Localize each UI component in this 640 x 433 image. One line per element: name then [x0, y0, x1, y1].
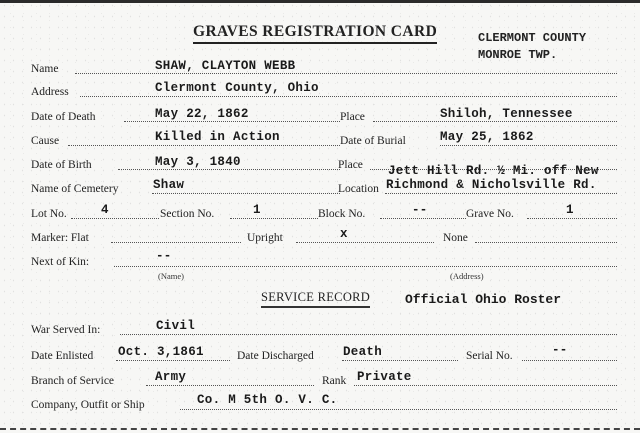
bottom-border: [0, 428, 640, 430]
county-stamp: [478, 30, 586, 64]
death-place-value: Shiloh, Tennessee: [440, 107, 573, 121]
next-of-kin-name-caption: (Name): [158, 271, 184, 281]
death-row: [0, 108, 640, 126]
marker-upright-label: Upright: [247, 232, 283, 244]
grave-no-value: 1: [566, 203, 574, 217]
birth-place-label: Place: [338, 159, 363, 171]
enlisted-value: Oct. 3,1861: [118, 345, 204, 359]
marker-flat-line: [111, 242, 241, 243]
next-of-kin-address-caption: (Address): [450, 271, 484, 281]
branch-value: Army: [155, 370, 187, 384]
enlistment-row: [0, 343, 640, 365]
date-of-birth-label: Date of Birth: [31, 159, 92, 171]
war-label: War Served In:: [31, 324, 101, 336]
discharged-label: Date Discharged: [237, 350, 314, 362]
plot-row: [0, 205, 640, 223]
next-of-kin-row: [0, 249, 640, 271]
address-label: Address: [31, 86, 69, 98]
date-of-birth-value: May 3, 1840: [155, 155, 241, 169]
marker-flat-label: Marker: Flat: [31, 232, 89, 244]
grave-no-label: Grave No.: [466, 208, 514, 220]
date-of-death-value: May 22, 1862: [155, 107, 249, 121]
location-value-line-1: Jett Hill Rd. ½ Mi. off New: [388, 164, 599, 178]
location-value-line-2: Richmond & Nicholsville Rd.: [386, 178, 597, 192]
next-of-kin-line: [114, 266, 617, 267]
lot-no-label: Lot No.: [31, 208, 67, 220]
company-label: Company, Outfit or Ship: [31, 399, 145, 411]
marker-upright-line: [296, 242, 434, 243]
county-stamp-line-2: MONROE TWP.: [478, 48, 558, 62]
block-no-label: Block No.: [318, 208, 366, 220]
cause-label: Cause: [31, 135, 60, 147]
cause-row: [0, 132, 640, 150]
marker-none-label: None: [443, 232, 468, 244]
date-of-burial-label: Date of Burial: [340, 135, 406, 147]
name-label: Name: [31, 63, 59, 75]
top-border: [0, 0, 640, 3]
section-no-line: [230, 218, 318, 219]
cemetery-row: [0, 180, 640, 198]
enlisted-label: Date Enlisted: [31, 350, 94, 362]
serial-line: [522, 360, 617, 361]
next-of-kin-label: Next of Kin:: [31, 256, 90, 268]
lot-no-value: 4: [101, 203, 109, 217]
section-no-value: 1: [253, 203, 261, 217]
block-no-value: --: [412, 203, 428, 217]
cemetery-label: Name of Cemetery: [31, 183, 119, 195]
rank-label: Rank: [322, 375, 347, 387]
address-value: Clermont County, Ohio: [155, 81, 319, 95]
lot-no-line: [71, 218, 159, 219]
date-of-death-label: Date of Death: [31, 111, 96, 123]
company-line: [180, 409, 617, 410]
name-row: [0, 60, 640, 78]
service-record-title: SERVICE RECORD: [261, 290, 370, 308]
county-stamp-line-1: CLERMONT COUNTY: [478, 31, 587, 45]
serial-value: --: [552, 343, 568, 357]
name-value: SHAW, CLAYTON WEBB: [155, 59, 296, 73]
company-value: Co. M 5th O. V. C.: [197, 393, 338, 407]
service-record-source: Official Ohio Roster: [405, 292, 562, 307]
discharged-value: Death: [343, 345, 383, 359]
cause-value: Killed in Action: [155, 130, 280, 144]
next-of-kin-value: --: [156, 249, 172, 263]
section-no-label: Section No.: [160, 208, 215, 220]
marker-upright-value: x: [340, 227, 348, 241]
company-row: [0, 393, 640, 414]
death-place-label: Place: [340, 111, 365, 123]
card-title: GRAVES REGISTRATION CARD: [193, 23, 437, 44]
war-value: Civil: [156, 319, 196, 333]
rank-value: Private: [357, 370, 412, 384]
branch-row: [0, 372, 640, 390]
address-row: [0, 83, 640, 101]
marker-none-line: [475, 242, 617, 243]
branch-label: Branch of Service: [31, 375, 115, 387]
date-of-burial-value: May 25, 1862: [440, 130, 534, 144]
location-label: Location: [338, 183, 379, 195]
marker-row: [0, 229, 640, 247]
serial-label: Serial No.: [466, 350, 513, 362]
war-row: [0, 321, 640, 339]
cemetery-value: Shaw: [153, 178, 185, 192]
